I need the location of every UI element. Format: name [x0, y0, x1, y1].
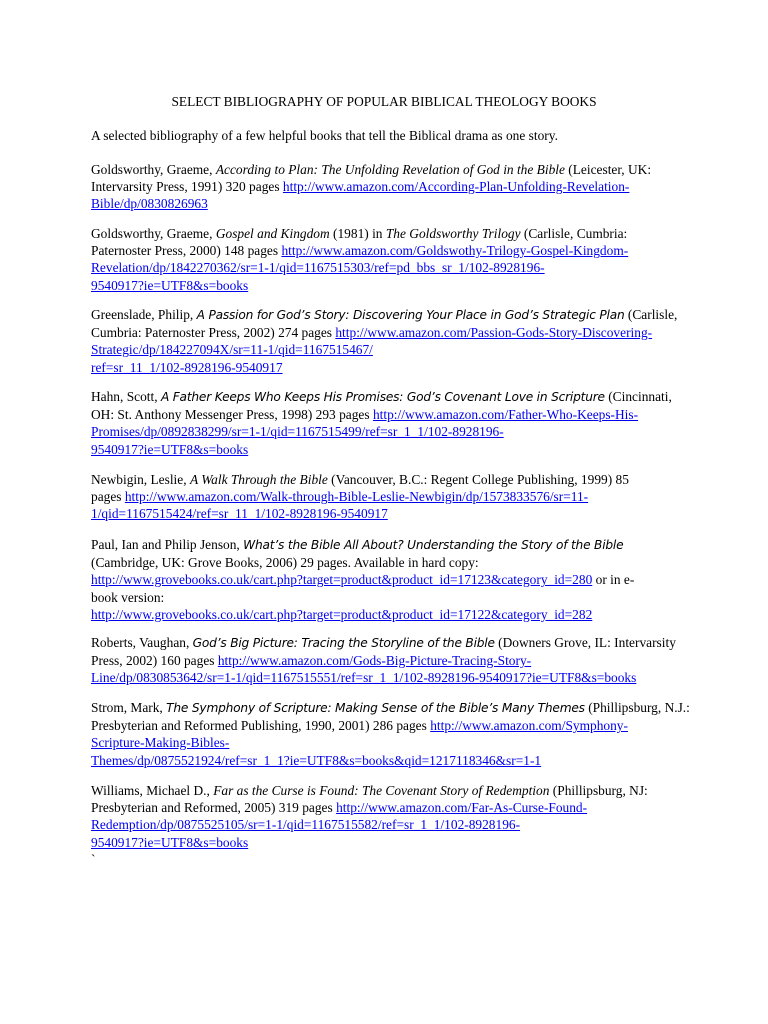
entry-link[interactable]: http://www.amazon.com/Father-Who-Keeps-His- [372, 407, 639, 423]
entry-link[interactable]: 1/qid=1167515424/ref=sr_11_1/102-8928196-9540917 [91, 506, 388, 522]
entry-link[interactable]: http://www.amazon.com/Goldswothy-Trilogy-Gospel-Kingdom- [281, 243, 629, 259]
entry-link[interactable]: ref=sr_11_1/102-8928196-9540917 [91, 359, 283, 375]
bibliography-entry [91, 306, 691, 376]
entry-author: Newbigin, Leslie, [91, 472, 187, 487]
entry-link[interactable]: http://www.amazon.com/Walk-through-Bible-Leslie-Newbigin/dp/1573833576/sr=11- [124, 489, 589, 505]
bibliography-entry [91, 161, 691, 213]
entry-link[interactable]: Redemption/dp/0875525105/sr=1-1/qid=1167515582/ref=sr_1_1/102-8928196- [91, 817, 521, 833]
entry-publisher: Cumbria: Paternoster Press, 2002) 274 pages [91, 325, 332, 341]
entry-publisher: (Leicester, UK: [568, 162, 652, 177]
entry-link[interactable]: 9540917?ie=UTF8&s=books [91, 441, 249, 457]
entry-publisher: (Carlisle, Cumbria: [523, 226, 628, 241]
entry-link[interactable]: Bible/dp/0830826963 [91, 196, 208, 212]
entry-title: A Walk Through the Bible [189, 472, 328, 487]
entry-title: The Symphony of Scripture: Making Sense of the Bible’s Many Themes [166, 701, 585, 715]
entry-author: Paul, Ian and Philip Jenson, [91, 537, 240, 552]
entry-title: Gospel and Kingdom [215, 226, 330, 241]
entry-publisher: (Phillipsburg, N.J.: [588, 700, 690, 715]
entry-publisher: pages [91, 489, 122, 505]
entry-publisher: Paternoster Press, 2000) 148 pages [91, 243, 279, 259]
entry-link[interactable]: Line/dp/0830853642/sr=1-1/qid=1167515551/ref=sr_1_1/102-8928196-9540917?ie=UTF8&s=books [91, 670, 637, 686]
entry-link[interactable]: http://www.amazon.com/Passion-Gods-Story-Discovering- [335, 325, 653, 341]
entry-link[interactable]: http://www.grovebooks.co.uk/cart.php?target=product&product_id=17123&category_id=280 [91, 572, 593, 588]
entry-publisher: Press, 2002) 160 pages [91, 653, 215, 669]
entry-publisher: (Downers Grove, IL: Intervarsity [498, 635, 676, 650]
entry-title: God’s Big Picture: Tracing the Storyline of the Bible [192, 636, 495, 650]
entry-title: According to Plan: The Unfolding Revelation of God in the Bible [215, 162, 565, 177]
entry-link[interactable]: http://www.amazon.com/Far-As-Curse-Found- [336, 800, 588, 816]
bibliography-entry [91, 388, 691, 458]
entry-link[interactable]: http://www.amazon.com/Gods-Big-Picture-Tracing-Story- [217, 653, 532, 669]
entry-title: The Goldsworthy Trilogy [385, 226, 521, 241]
page-title: SELECT BIBLIOGRAPHY OF POPULAR BIBLICAL THEOLOGY BOOKS [171, 94, 597, 109]
entry-link[interactable]: Promises/dp/0892838299/sr=1-1/qid=1167515499/ref=sr_1_1/102-8928196- [91, 424, 504, 440]
entry-title: A Father Keeps Who Keeps His Promises: God’s Covenant Love in Scripture [160, 390, 605, 404]
entry-author: Williams, Michael D., [91, 783, 210, 798]
entry-publisher: (Vancouver, B.C.: Regent College Publishing, 1999) 85 [331, 472, 629, 487]
entry-link[interactable]: http://www.amazon.com/Symphony- [430, 718, 628, 734]
entry-title: A Passion for God’s Story: Discovering Your Place in God’s Strategic Plan [196, 308, 625, 322]
entry-title: What’s the Bible All About? Understanding the Story of the Bible [243, 538, 624, 552]
entry-link[interactable]: Revelation/dp/1842270362/sr=1-1/qid=1167515303/ref=pd_bbs_sr_1/102-8928196- [91, 260, 545, 276]
entry-author: Strom, Mark, [91, 700, 163, 715]
entry-link[interactable]: Themes/dp/0875521924/ref=sr_1_1?ie=UTF8&s=books&qid=1217118346&sr=1-1 [91, 752, 542, 768]
entry-link[interactable]: http://www.amazon.com/According-Plan-Unfolding-Revelation- [282, 179, 630, 195]
entry-publisher: (Phillipsburg, NJ: [552, 783, 648, 798]
entry-link[interactable]: 9540917?ie=UTF8&s=books [91, 277, 249, 293]
entry-author: Goldsworthy, Graeme, [91, 162, 213, 177]
entry-link[interactable]: Strategic/dp/184227094X/sr=11-1/qid=1167515467/ [91, 342, 373, 358]
entry-author: Greenslade, Philip, [91, 307, 194, 322]
bibliography-entry [91, 699, 691, 769]
entry-publisher: (Carlisle, [627, 307, 678, 322]
bibliography-entry [91, 471, 691, 523]
entry-publisher: OH: St. Anthony Messenger Press, 1998) 293 pages [91, 407, 370, 423]
entry-publisher: Intervarsity Press, 1991) 320 pages [91, 179, 280, 195]
entry-author: Hahn, Scott, [91, 389, 158, 404]
entry-publisher: (Cambridge, UK: Grove Books, 2006) 29 pages. Available in hard copy: [91, 555, 479, 571]
bibliography-entry [91, 782, 691, 868]
entry-author: Goldsworthy, Graeme, [91, 226, 213, 241]
bibliography-entry [91, 634, 691, 687]
entry-text: (1981) in [333, 226, 383, 241]
intro-text: A selected bibliography of a few helpful books that tell the Biblical drama as one story. [91, 128, 558, 143]
entry-text: or in e- [595, 572, 635, 588]
bibliography-entry [91, 536, 691, 623]
entry-author: Roberts, Vaughan, [91, 635, 190, 650]
entry-publisher: Presbyterian and Reformed Publishing, 1990, 2001) 286 pages [91, 718, 427, 734]
entry-title: Far as the Curse is Found: The Covenant Story of Redemption [213, 783, 550, 798]
entry-publisher: (Cincinnati, [608, 389, 672, 404]
entry-link[interactable]: Scripture-Making-Bibles- [91, 735, 230, 751]
bibliography-entry [91, 225, 691, 294]
entry-publisher: Presbyterian and Reformed, 2005) 319 pages [91, 800, 333, 816]
entry-link[interactable]: http://www.grovebooks.co.uk/cart.php?target=product&product_id=17122&category_id=282 [91, 606, 593, 622]
entry-link[interactable]: 9540917?ie=UTF8&s=books [91, 834, 249, 850]
stray-mark: ` [91, 851, 96, 867]
entry-text: book version: [91, 589, 165, 605]
